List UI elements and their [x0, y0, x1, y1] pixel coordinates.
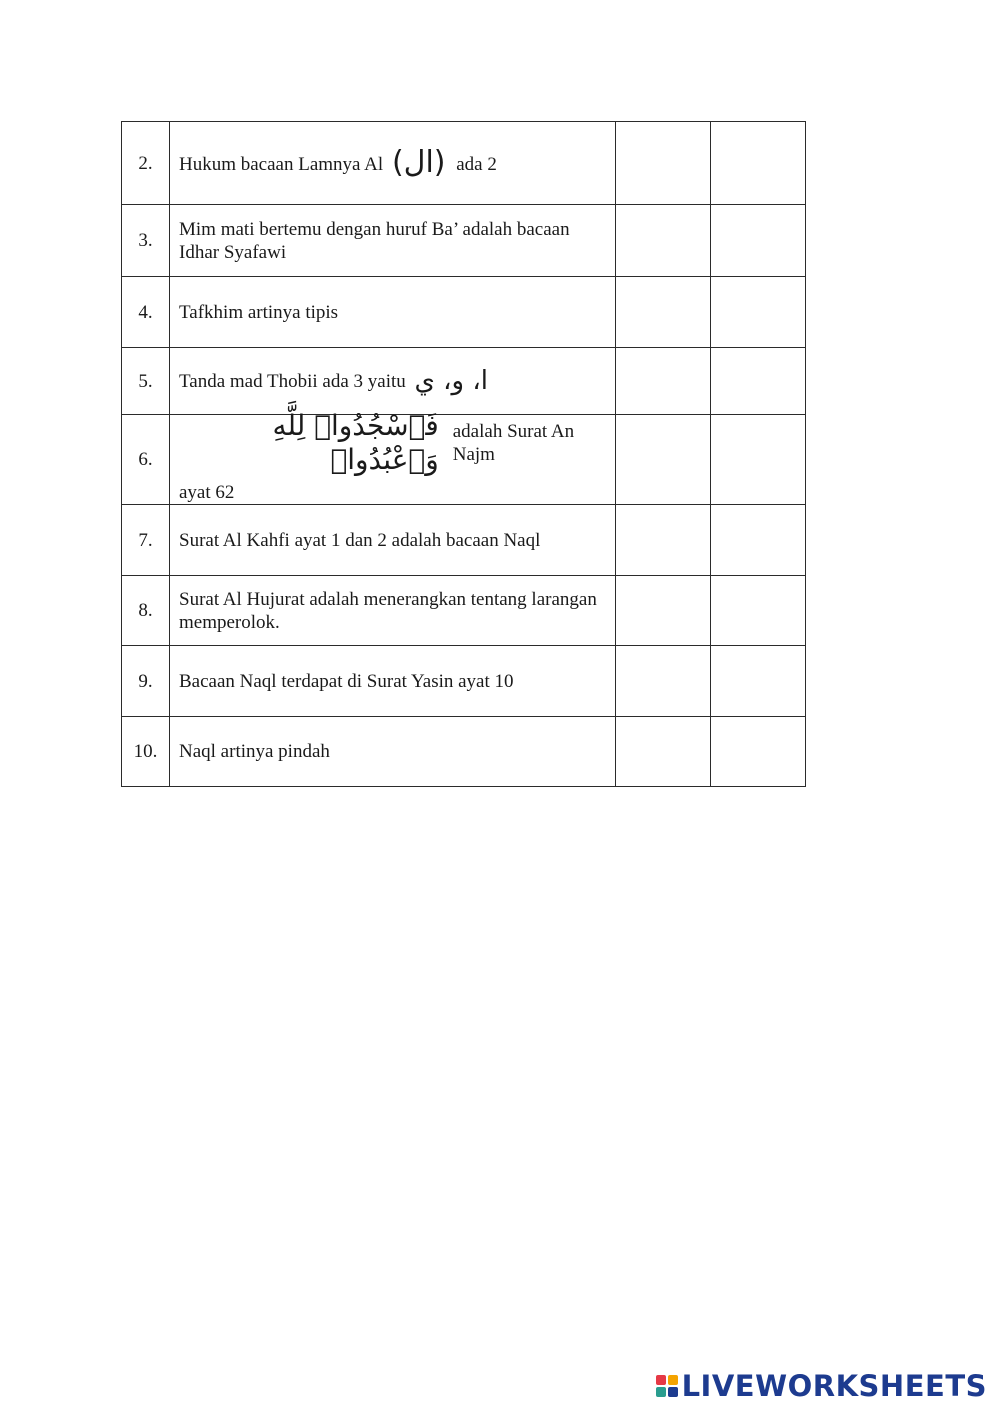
logo-square-red — [656, 1375, 666, 1385]
statement-text: Surat Al Hujurat adalah menerangkan tentang larangan memperolok. — [179, 588, 597, 633]
statement-text: adalah Surat An Najm — [452, 421, 575, 465]
answer-cell-false[interactable] — [711, 505, 806, 576]
table-row — [122, 277, 806, 348]
logo-square-orange — [668, 1375, 678, 1385]
statement — [170, 576, 616, 646]
arabic-text: ا، و، ي — [414, 365, 488, 396]
arabic-text: (ال) — [391, 144, 446, 180]
statement-text: Surat Al Kahfi ayat 1 dan 2 adalah bacaan Naql — [179, 529, 541, 551]
answer-cell-false[interactable] — [711, 348, 806, 415]
true-false-table — [121, 121, 806, 787]
answer-cell-false[interactable] — [711, 415, 806, 505]
table-row — [122, 415, 806, 505]
row-number: 8. — [122, 576, 170, 646]
answer-cell-false[interactable] — [711, 646, 806, 717]
statement — [170, 277, 616, 348]
statement — [170, 717, 616, 787]
row-number: 4. — [122, 277, 170, 348]
row-number: 7. — [122, 505, 170, 576]
liveworksheets-logo — [656, 1369, 987, 1403]
answer-cell-false[interactable] — [711, 205, 806, 277]
statement-text-line2: ayat 62 — [179, 482, 235, 503]
logo-square-teal — [656, 1387, 666, 1397]
row-number: 6. — [122, 415, 170, 505]
answer-cell-true[interactable] — [616, 348, 711, 415]
statement — [170, 122, 616, 205]
answer-cell-true[interactable] — [616, 415, 711, 505]
statement-text: Naql artinya pindah — [179, 741, 330, 762]
logo-square-blue — [668, 1387, 678, 1397]
answer-cell-true[interactable] — [616, 717, 711, 787]
statement — [170, 409, 616, 505]
statement — [170, 348, 616, 415]
table-row — [122, 348, 806, 415]
table-row — [122, 717, 806, 787]
liveworksheets-icon — [656, 1375, 678, 1397]
table-row — [122, 122, 806, 205]
arabic-verse: فَٱسْجُدُوا۟ لِلَّهِ وَٱعْبُدُوا۟ — [272, 409, 439, 476]
answer-cell-true[interactable] — [616, 646, 711, 717]
table-row — [122, 646, 806, 717]
statement-text: ada 2 — [456, 153, 497, 175]
answer-cell-false[interactable] — [711, 277, 806, 348]
table-row — [122, 205, 806, 277]
row-number: 2. — [122, 122, 170, 205]
statement-text: Hukum bacaan Lamnya Al — [179, 153, 384, 175]
statement — [170, 646, 616, 717]
row-number: 5. — [122, 348, 170, 415]
brand-name: LIVEWORKSHEETS — [681, 1369, 987, 1403]
table-row — [122, 505, 806, 576]
statement-text: Mim mati bertemu dengan huruf Ba’ adalah bacaan Idhar Syafawi — [179, 218, 570, 263]
row-number: 10. — [122, 717, 170, 787]
answer-cell-true[interactable] — [616, 576, 711, 646]
statement — [170, 205, 616, 277]
answer-cell-false[interactable] — [711, 717, 806, 787]
table-row — [122, 576, 806, 646]
answer-cell-true[interactable] — [616, 277, 711, 348]
answer-cell-false[interactable] — [711, 122, 806, 205]
statement-text: Tafkhim artinya tipis — [179, 301, 339, 323]
statement-text: Bacaan Naql terdapat di Surat Yasin ayat 10 — [179, 670, 514, 692]
statement — [170, 505, 616, 576]
answer-cell-true[interactable] — [616, 122, 711, 205]
row-number: 9. — [122, 646, 170, 717]
row-number: 3. — [122, 205, 170, 277]
answer-cell-true[interactable] — [616, 505, 711, 576]
answer-cell-false[interactable] — [711, 576, 806, 646]
statement-text: Tanda mad Thobii ada 3 yaitu — [179, 370, 406, 392]
answer-cell-true[interactable] — [616, 205, 711, 277]
